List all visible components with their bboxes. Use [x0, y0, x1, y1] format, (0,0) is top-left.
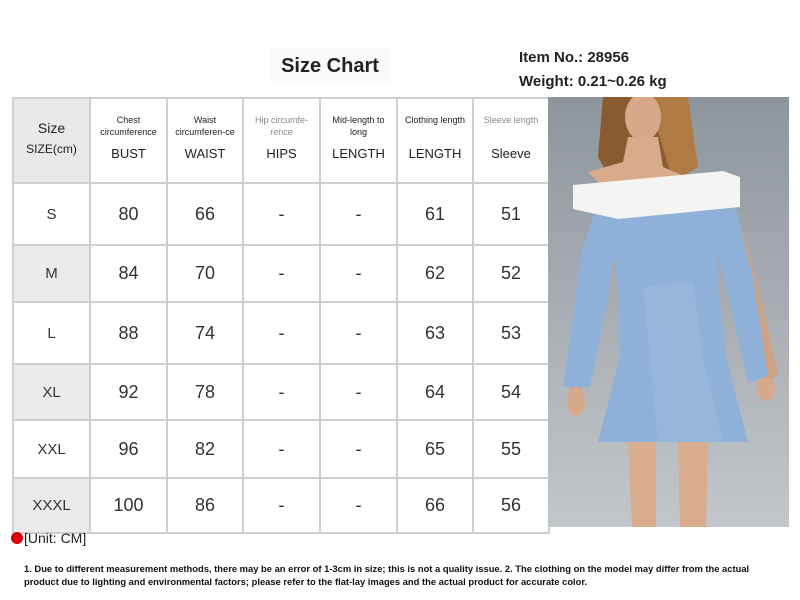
table-row [13, 302, 549, 364]
cell-sleeve: 51 [473, 183, 549, 245]
col-header-mid-length: Mid-length to long LENGTH [320, 98, 397, 183]
cell-waist: 82 [167, 420, 243, 478]
item-number: Item No.: 28956 [519, 49, 630, 66]
col-header-waist: Waist circumferen-ce WAIST [167, 98, 243, 183]
cell-bust: 96 [90, 420, 167, 478]
size-chart-table [12, 97, 550, 534]
cell-waist: 66 [167, 183, 243, 245]
cell-size: XXL [13, 420, 90, 478]
cell-sleeve: 54 [473, 364, 549, 420]
cell-size: XXXL [13, 478, 90, 533]
header-row [13, 98, 549, 183]
cell-hips: - [243, 478, 320, 533]
cell-waist: 78 [167, 364, 243, 420]
col-header-size: Size SIZE(cm) [13, 98, 90, 183]
cell-hips: - [243, 245, 320, 302]
cell-size: M [13, 245, 90, 302]
col-header-sleeve: Sleeve length Sleeve [473, 98, 549, 183]
cell-bust: 80 [90, 183, 167, 245]
table-row [13, 183, 549, 245]
cell-mid-length: - [320, 364, 397, 420]
cell-bust: 88 [90, 302, 167, 364]
cell-size: L [13, 302, 90, 364]
cell-bust: 100 [90, 478, 167, 533]
cell-mid-length: - [320, 302, 397, 364]
col-header-bust: Chest circumference BUST [90, 98, 167, 183]
cell-length: 65 [397, 420, 473, 478]
cell-mid-length: - [320, 420, 397, 478]
col-header-clothing-length: Clothing length LENGTH [397, 98, 473, 183]
cell-length: 64 [397, 364, 473, 420]
disclaimer-note: 1. Due to different measurement methods, there may be an error of 1-3cm in size; this is not a quality issue. 2. The clothing on the model may differ from the actual product due to lighting and environmental factors; please refer to the flat-lay images and the actual product for accurate color. [24, 563, 750, 587]
cell-bust: 84 [90, 245, 167, 302]
cell-sleeve: 52 [473, 245, 549, 302]
unit-text: [Unit: CM] [24, 530, 87, 546]
cell-mid-length: - [320, 183, 397, 245]
cell-waist: 70 [167, 245, 243, 302]
unit-label [11, 530, 86, 546]
cell-size: XL [13, 364, 90, 420]
cell-bust: 92 [90, 364, 167, 420]
cell-waist: 86 [167, 478, 243, 533]
cell-length: 66 [397, 478, 473, 533]
cell-length: 61 [397, 183, 473, 245]
cell-size: S [13, 183, 90, 245]
cell-sleeve: 55 [473, 420, 549, 478]
table-row [13, 245, 549, 302]
bullet-dot-icon [11, 532, 23, 544]
cell-hips: - [243, 302, 320, 364]
size-rows [13, 183, 549, 533]
cell-mid-length: - [320, 478, 397, 533]
table-row [13, 364, 549, 420]
cell-hips: - [243, 183, 320, 245]
cell-length: 62 [397, 245, 473, 302]
page-title: Size Chart [270, 48, 390, 84]
cell-sleeve: 53 [473, 302, 549, 364]
table-row [13, 478, 549, 533]
dress-illustration [548, 97, 789, 527]
cell-length: 63 [397, 302, 473, 364]
model-photo [548, 97, 789, 527]
product-info [519, 48, 667, 96]
table-row [13, 420, 549, 478]
cell-sleeve: 56 [473, 478, 549, 533]
item-weight: Weight: 0.21~0.26 kg [519, 73, 667, 90]
col-header-hips: Hip circumfe-rence HIPS [243, 98, 320, 183]
cell-hips: - [243, 364, 320, 420]
cell-mid-length: - [320, 245, 397, 302]
cell-hips: - [243, 420, 320, 478]
cell-waist: 74 [167, 302, 243, 364]
